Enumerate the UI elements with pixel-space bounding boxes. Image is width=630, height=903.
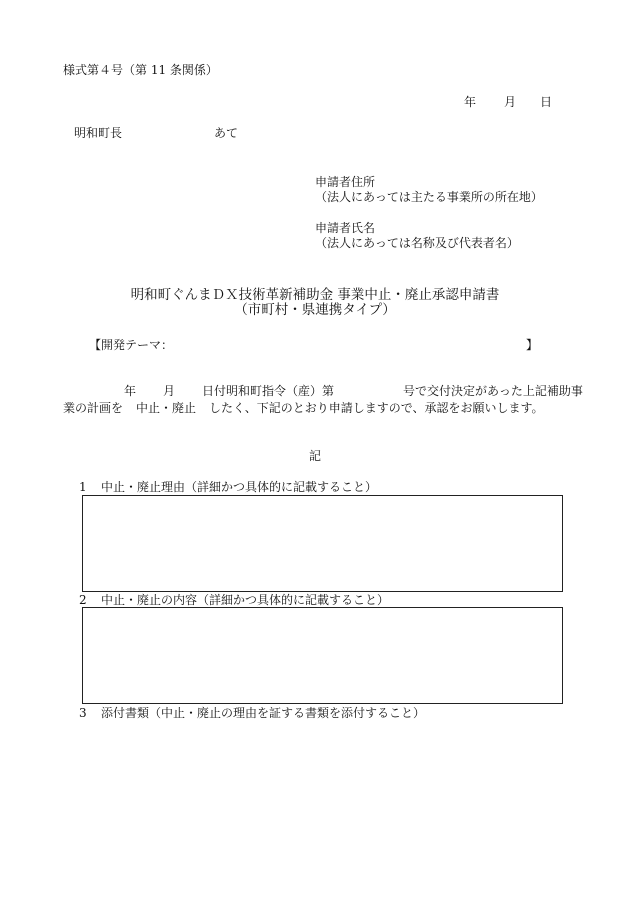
body-month: 月 — [163, 384, 176, 398]
section-3-label: 添付書類（中止・廃止の理由を証する書類を添付すること） — [101, 706, 426, 720]
theme-close: 】 — [526, 338, 539, 352]
document-subtitle: （市町村・県連携タイプ） — [234, 302, 396, 318]
section-2-textbox[interactable] — [82, 607, 563, 704]
applicant-name-note: （法人にあっては名称及び代表者名） — [315, 236, 519, 250]
body-year: 年 — [124, 384, 137, 398]
date-month-label: 月 — [504, 95, 517, 109]
section-1-textbox[interactable] — [82, 495, 563, 592]
body-line2-end: したく、下記のとおり申請しますので、承認をお願いします。 — [209, 401, 544, 415]
applicant-name-label: 申請者氏名 — [315, 221, 376, 235]
form-number: 様式第４号（第 11 条関係） — [63, 63, 218, 77]
body-line1-end: 号で交付決定があった上記補助事 — [403, 384, 583, 398]
section-2-label: 中止・廃止の内容（詳細かつ具体的に記載すること） — [101, 593, 390, 607]
ki-heading: 記 — [309, 449, 322, 463]
section-1-number: 1 — [79, 480, 87, 494]
section-1-label: 中止・廃止理由（詳細かつ具体的に記載すること） — [101, 480, 378, 494]
applicant-address-note: （法人にあっては主たる事業所の所在地） — [315, 190, 543, 204]
body-line1-main: 日付明和町指令（産）第 — [202, 384, 335, 398]
body-line2-start: 業の計画を — [63, 401, 124, 415]
section-2-number: 2 — [79, 593, 87, 607]
date-year-label: 年 — [464, 95, 477, 109]
document-title: 明和町ぐんまＤＸ技術革新補助金 事業中止・廃止承認申請書 — [130, 287, 500, 303]
section-3-number: 3 — [79, 706, 87, 720]
theme-open: 【開発テーマ： — [89, 338, 174, 352]
addressee-suffix: あて — [214, 126, 239, 140]
applicant-address-label: 申請者住所 — [315, 175, 376, 189]
date-day-label: 日 — [540, 95, 553, 109]
addressee-name: 明和町長 — [74, 126, 123, 140]
body-line2-option: 中止・廃止 — [136, 401, 197, 415]
